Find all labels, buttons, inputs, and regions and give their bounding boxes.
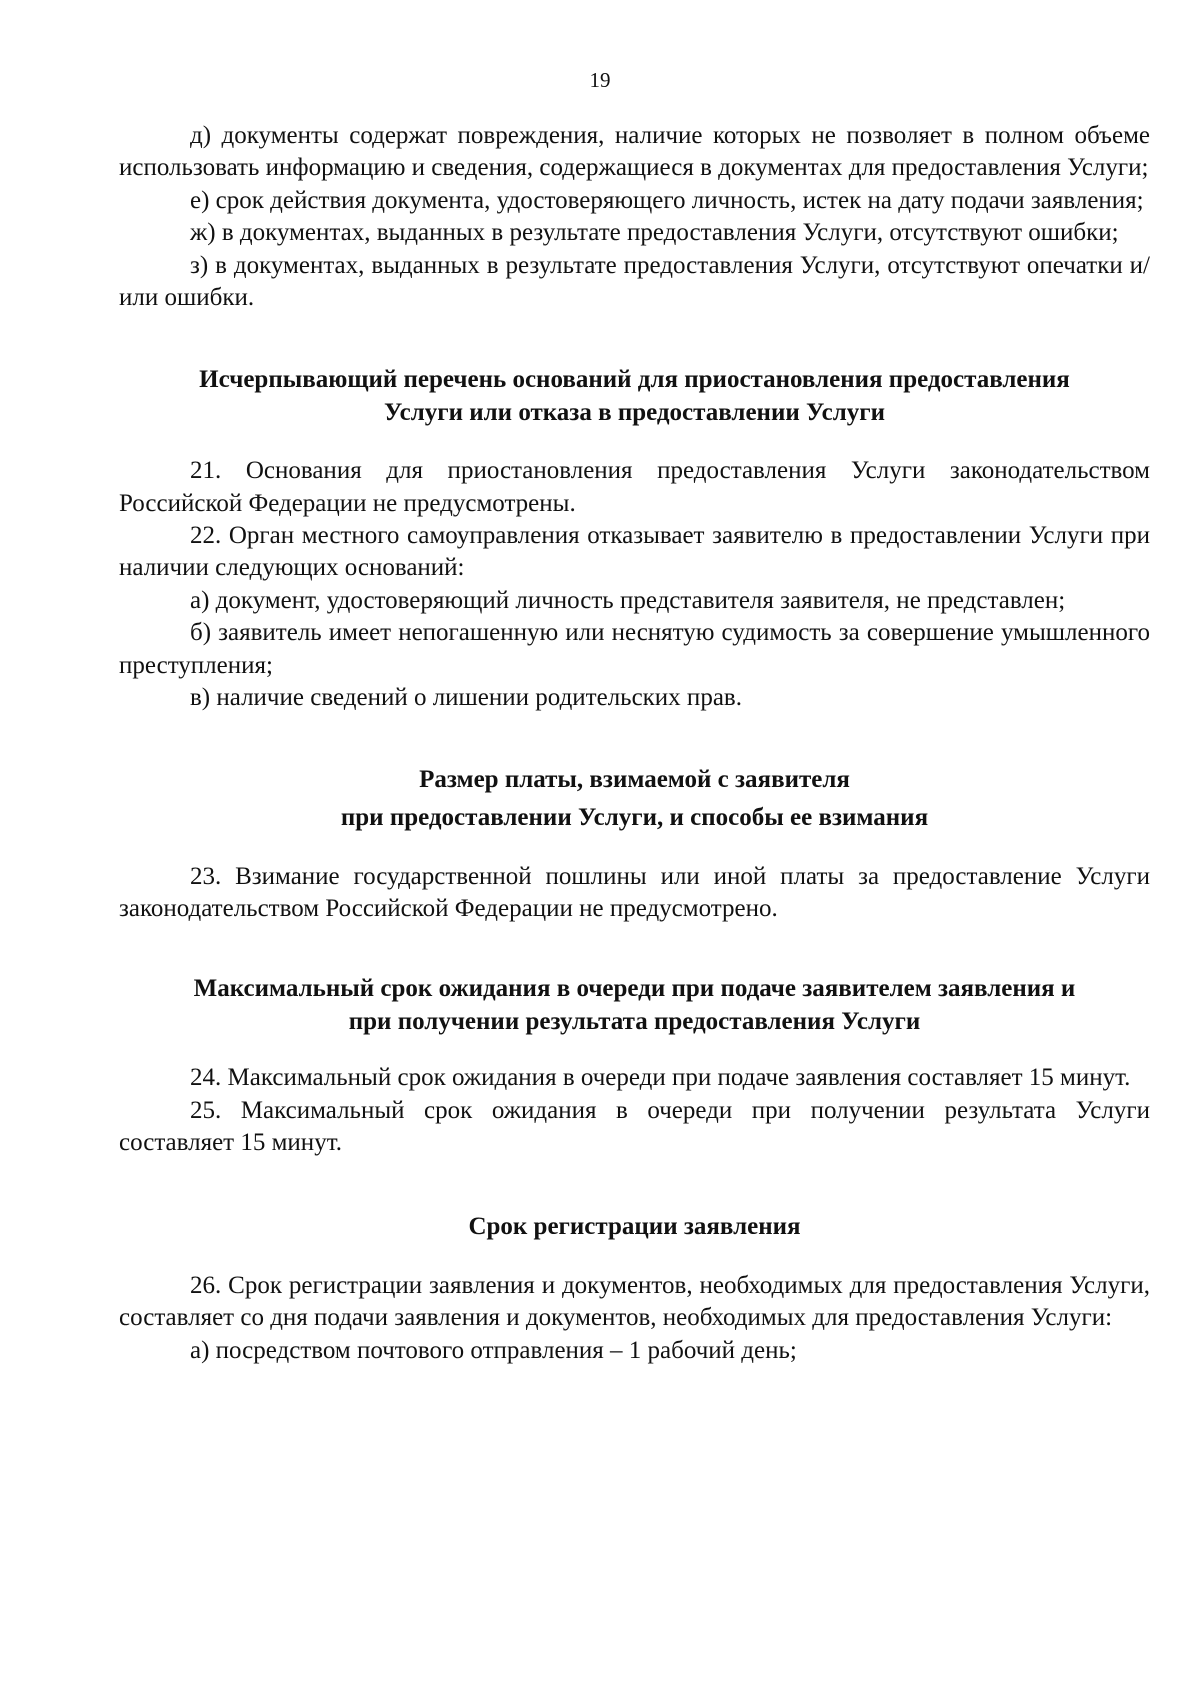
paragraph-26: 26. Срок регистрации заявления и документов, необходимых для предоставления Услуги, составляет со дня подачи заявления и документов, необходимых для предоставления Услуги: [119,1271,1150,1332]
paragraph-z: з) в документах, выданных в результате предоставления Услуги, отсутствуют опечатки и/или ошибки. [119,251,1150,312]
section-heading-line: при предоставлении Услуги, и способы ее взимания [340,803,929,831]
paragraph-24: 24. Максимальный срок ожидания в очереди при подаче заявления составляет 15 минут. [190,1064,1131,1092]
paragraph-22-v: в) наличие сведений о лишении родительских прав. [190,684,742,712]
section-heading-suspension-grounds [119,364,1150,429]
section-heading-line: при получении результата предоставления Услуги [348,1007,921,1035]
section-heading-fee [119,761,1150,837]
section-heading-queue-time [119,973,1150,1038]
paragraph-21: 21. Основания для приостановления предоставления Услуги законодательством Российской Федерации не предусмотрены. [119,457,1150,517]
paragraph-23: 23. Взимание государственной пошлины или иной платы за предоставление Услуги законодательством Российской Федерации не предусмотрено. [119,862,1150,922]
document-body [119,120,1150,1367]
section-heading-line: Исчерпывающий перечень оснований для приостановления предоставления [199,366,1070,394]
page-number: 19 [589,68,611,92]
paragraph-25: 25. Максимальный срок ожидания в очереди при получении результата Услуги составляет 15 минут. [119,1096,1150,1156]
paragraph-22-b: б) заявитель имеет непогашенную или неснятую судимость за совершение умышленного преступления; [119,619,1150,679]
section-heading-line: Размер платы, взимаемой с заявителя [419,765,850,793]
paragraph-zh: ж) в документах, выданных в результате предоставления Услуги, отсутствуют ошибки; [190,219,1119,247]
paragraph-d: д) документы содержат повреждения, наличие которых не позволяет в полном объеме использовать информацию и сведения, содержащиеся в документах для предоставления Услуги; [119,122,1150,182]
section-heading-line: Услуги или отказа в предоставлении Услуги [383,398,886,426]
paragraph-22: 22. Орган местного самоуправления отказывает заявителю в предоставлении Услуги при наличии следующих оснований: [119,522,1150,582]
paragraph-22-a: а) документ, удостоверяющий личность представителя заявителя, не представлен; [190,586,1066,614]
section-heading-registration: Срок регистрации заявления [468,1213,801,1241]
section-heading-line: Максимальный срок ожидания в очереди при подаче заявителем заявления и [193,975,1076,1003]
paragraph-e: е) срок действия документа, удостоверяющего личность, истек на дату подачи заявления; [190,186,1144,214]
paragraph-26-a: а) посредством почтового отправления – 1 рабочий день; [190,1336,797,1364]
